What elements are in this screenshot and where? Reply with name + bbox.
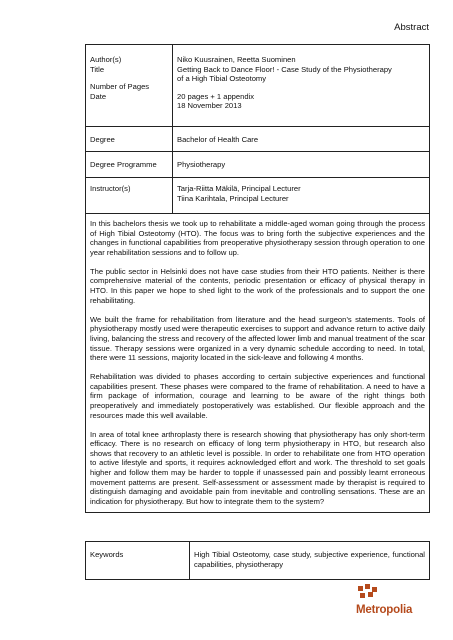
meta-row xyxy=(86,45,430,127)
abstract-body xyxy=(86,214,430,513)
meta-values-cell xyxy=(173,45,430,127)
instructor-values-cell xyxy=(173,178,430,214)
title-value-line2: of a High Tibial Osteotomy xyxy=(177,74,267,84)
meta-labels-cell xyxy=(86,45,173,127)
date-value: 18 November 2013 xyxy=(177,101,242,111)
date-label: Date xyxy=(90,91,107,101)
pages-label: Number of Pages xyxy=(90,82,150,92)
metropolia-logo-mark xyxy=(354,582,434,622)
abstract-paragraph: Rehabilitation was divided to phases according to certain subjective experiences and functional capabilities present. These phases were compared to the frame of rehabilitation. A need to have a firm package of information, courage and learning to be aware of the right things both preoperatively and immediately postoperatively was established. Our flexible approach and the resources made this well available. xyxy=(90,372,425,420)
title-value-line1: Getting Back to Dance Floor! - Case Study of the Physiotherapy xyxy=(177,64,392,74)
keywords-table xyxy=(85,541,430,580)
authors-value: Niko Kuusrainen, Reetta Suominen xyxy=(177,55,296,64)
keywords-row xyxy=(86,542,430,580)
programme-row xyxy=(86,152,430,178)
instructor-label: Instructor(s) xyxy=(86,178,173,214)
abstract-paragraph: The public sector in Helsinki does not have case studies from their HTO patients. Neither is there comprehensive material of the contents, periodic presentation or efficacy of physical therapy in HTO. In this paper we hope to shed light to the work of the professionals and to support the one rehabilitating. xyxy=(90,266,425,305)
abstract-table xyxy=(85,44,430,513)
abstract-row xyxy=(86,214,430,513)
instructor-name-1: Tarja-Riitta Mäkilä, Principal Lecturer xyxy=(177,184,301,193)
pages-value: 20 pages + 1 appendix xyxy=(177,91,255,101)
metropolia-logo-text: Metropolia xyxy=(356,604,413,616)
instructor-name-2: Tiina Karihtala, Principal Lecturer xyxy=(177,193,289,203)
degree-label: Degree xyxy=(86,127,173,152)
keywords-value: High Tibial Osteotomy, case study, subjective experience, functional capabilities, physiotherapy xyxy=(190,542,430,580)
page-header-label: Abstract xyxy=(394,22,429,33)
programme-value: Physiotherapy xyxy=(173,152,430,178)
author-label: Author(s) xyxy=(90,55,122,64)
instructor-row xyxy=(86,178,430,214)
degree-value: Bachelor of Health Care xyxy=(173,127,430,152)
degree-row xyxy=(86,127,430,152)
abstract-paragraph: We built the frame for rehabilitation from literature and the head surgeon’s statements. Tools of physiotherapy mostly used were therapeutic exercises to support and advance return to active daily living, balancing the stress and recovery of the affected lower limb and manual treatment of the scar tissue. Therapy sessions were organized in a very dynamic schedule according to need. In total, there were 11 sessions, majority located in the sick-leave and following 4 months. xyxy=(90,314,426,363)
keywords-label: Keywords xyxy=(86,542,190,580)
abstract-paragraph: In area of total knee arthroplasty there is research showing that physiotherapy has only short-term efficacy. There is no research on efficacy of long term physiotherapy in HTO, but research also shows that recovery to an athletic level is possible. In order to rehabilitate one from HTO operation to active lifestyle and sports, it requires acknowledged effort and work. The threshold to set goals higher and follow them may be harder to topple if unassessed pain and possibly learnt erroneous movement patterns are present. Self-assessment or assessment made by therapist is required to distinguish damaging and avoidable pain from inevitable and controlling sensations. These are an indication for physiotherapy. But how to integrate them to the system? xyxy=(90,429,425,506)
title-label: Title xyxy=(90,64,105,74)
programme-label: Degree Programme xyxy=(86,152,173,178)
abstract-paragraph: In this bachelors thesis we took up to rehabilitate a middle-aged woman going through the process of High Tibial Osteotomy (HTO). The focus was to bring forth the subjective experiences and the changes in functional capabilities from preoperative physiotherapy session through operation to one year rehabilitation sessions and to follow up. xyxy=(90,219,425,257)
